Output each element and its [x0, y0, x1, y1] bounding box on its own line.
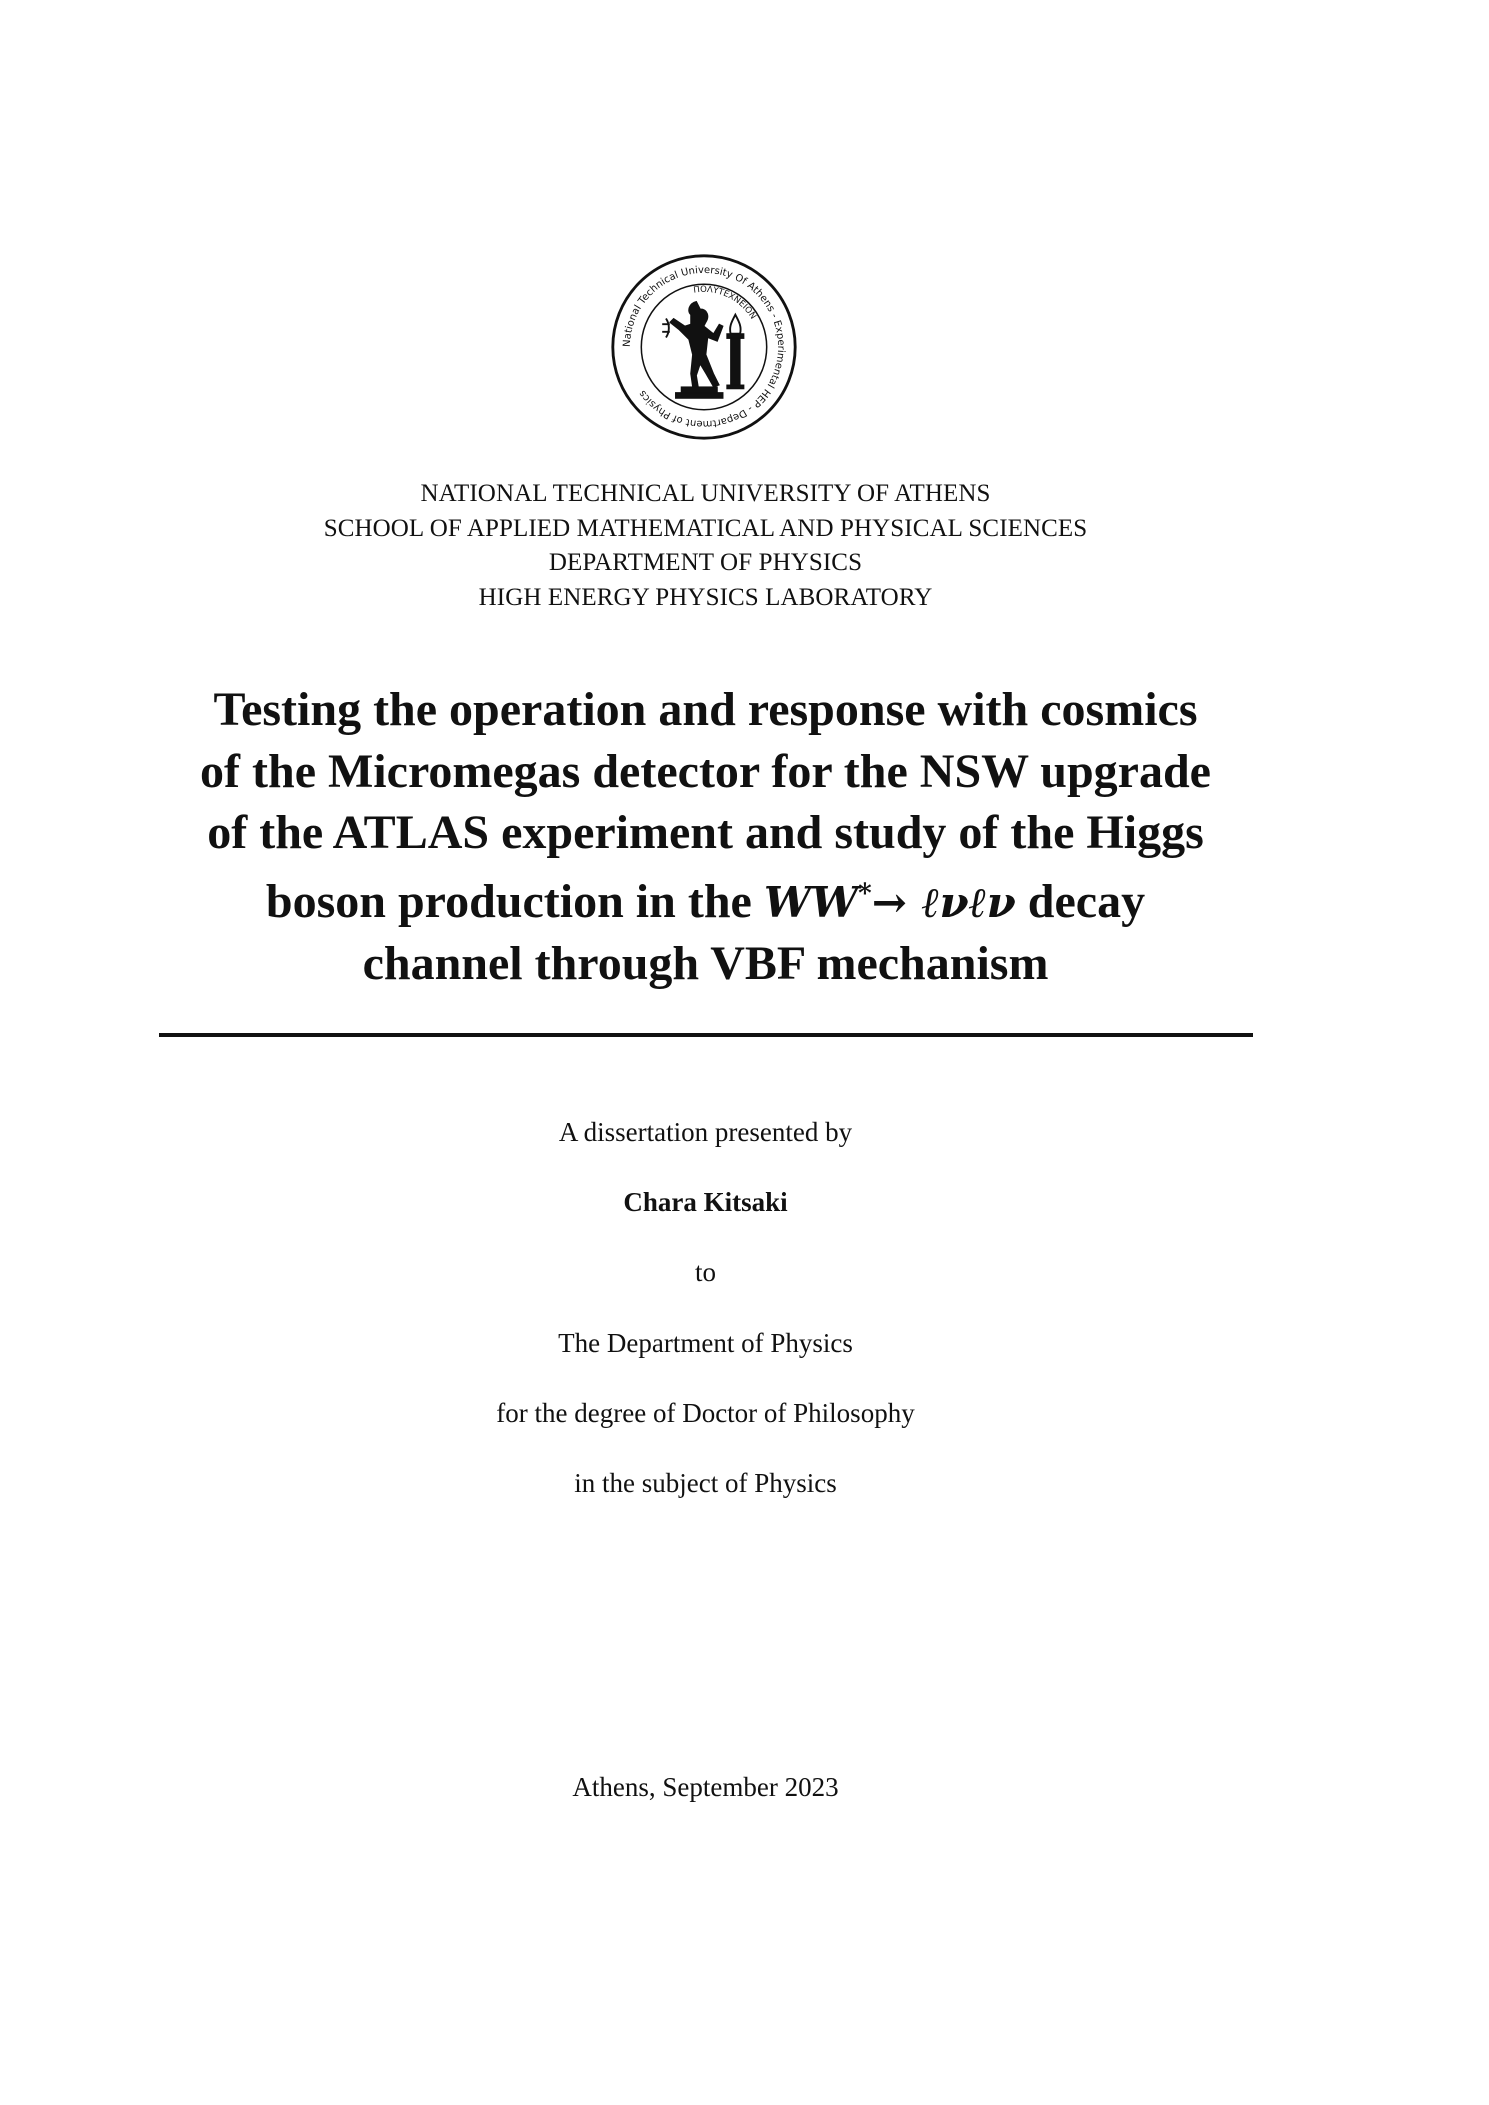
title-line-4	[0, 864, 1411, 934]
laboratory-name: HIGH ENERGY PHYSICS LABORATORY	[478, 583, 933, 611]
title-math-decay: → ℓνℓν	[871, 877, 1016, 927]
title-divider	[159, 1033, 1253, 1037]
seal-inner-text: ΠΟΛΥΤΕΧΝΕΙΟΝ	[692, 284, 758, 322]
author-name: Chara Kitsaki	[623, 1187, 788, 1217]
degree-text: for the degree of Doctor of Philosophy	[496, 1398, 915, 1428]
title-math-ww	[764, 878, 1016, 927]
title-line-5: channel through VBF mechanism	[362, 937, 1049, 990]
title-line-3: of the ATLAS experiment and study of the Higgs	[207, 806, 1204, 859]
title-line-2: of the Micromegas detector for the NSW upgrade	[200, 744, 1211, 798]
to-text: to	[694, 1257, 716, 1287]
place-date: Athens, September 2023	[572, 1772, 839, 1802]
subject-text: in the subject of Physics	[574, 1468, 837, 1498]
university-name: NATIONAL TECHNICAL UNIVERSITY OF ATHENS	[420, 480, 991, 507]
seal-ring-text: National Technical University Of Athens - Experimental HEP - Department of Physics	[621, 264, 787, 430]
department-name: DEPARTMENT OF PHYSICS	[548, 549, 863, 576]
title-line-4-text: boson production in the	[265, 874, 764, 928]
title-math-w: WW	[763, 877, 859, 927]
dissertation-title	[0, 679, 1411, 995]
title-line-4-end: decay	[1015, 874, 1146, 928]
university-seal	[609, 252, 799, 442]
title-line-1: Testing the operation and response with cosmics	[213, 683, 1198, 736]
school-name: SCHOOL OF APPLIED MATHEMATICAL AND PHYSICAL SCIENCES	[323, 514, 1088, 542]
title-math-star: *	[858, 878, 872, 909]
presented-by-text: A dissertation presented by	[558, 1117, 853, 1147]
department-text: The Department of Physics	[558, 1328, 853, 1358]
institution-block	[0, 477, 1411, 615]
